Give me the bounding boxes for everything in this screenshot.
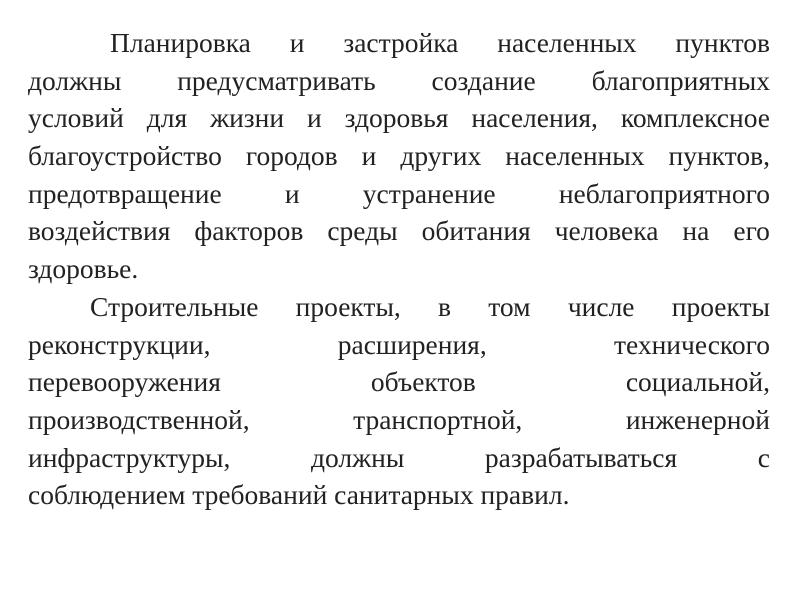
word: воздействия: [28, 215, 171, 247]
word: Планировка: [110, 27, 251, 58]
word: том: [488, 290, 531, 322]
text-body: [28, 24, 770, 514]
word: благоустройство: [28, 140, 222, 172]
word: и: [289, 27, 305, 58]
word: социальной,: [625, 366, 770, 398]
word: жизни: [210, 102, 285, 134]
word: на: [682, 215, 710, 247]
word: перевооружения: [28, 366, 221, 398]
paragraph: [28, 288, 770, 514]
word: транспортной,: [353, 403, 523, 435]
word: реконструкции,: [28, 328, 211, 360]
word: среды: [327, 215, 398, 247]
word: должны: [28, 64, 122, 96]
word: производственной,: [28, 403, 250, 435]
text-line: [28, 401, 770, 439]
word: и: [361, 140, 377, 172]
word: других: [400, 140, 482, 172]
word: технического: [613, 328, 770, 360]
text-line: [28, 24, 770, 62]
text-line: [28, 326, 770, 364]
word: с: [757, 441, 770, 473]
word: населения,: [471, 102, 598, 134]
word: проекты: [671, 290, 770, 322]
text-line: [28, 476, 770, 514]
word: его: [733, 215, 770, 247]
word: для: [146, 102, 188, 134]
word: соблюдением: [28, 479, 186, 511]
word: разрабатываться: [484, 441, 678, 473]
word: благоприятных: [591, 64, 770, 96]
word: человека: [554, 215, 659, 247]
word: факторов: [194, 215, 304, 247]
word: в: [438, 290, 452, 322]
word: условий: [28, 102, 124, 134]
text-line: [28, 288, 770, 326]
word: застройка: [343, 27, 459, 58]
word: требований: [192, 479, 328, 511]
text-line: [28, 62, 770, 100]
text-line: [28, 99, 770, 137]
word: городов: [245, 140, 338, 172]
word: обитания: [421, 215, 531, 247]
word: инфраструктуры,: [28, 441, 231, 473]
word: населенных: [497, 27, 637, 58]
word: здоровья: [344, 102, 449, 134]
word: комплексное: [620, 102, 770, 134]
word: пунктов: [675, 27, 770, 58]
word: правил.: [480, 479, 570, 511]
word: предотвращение: [28, 177, 222, 209]
word: населенных: [505, 140, 645, 172]
word: пунктов,: [668, 140, 770, 172]
word: предусматривать: [177, 64, 376, 96]
text-line: [28, 175, 770, 213]
word: и: [307, 102, 322, 134]
text-line: [28, 363, 770, 401]
word: объектов: [370, 366, 476, 398]
word: проекты,: [295, 290, 401, 322]
text-line: [28, 137, 770, 175]
word: расширения,: [337, 328, 487, 360]
word: и: [284, 177, 300, 209]
paragraph: [28, 24, 770, 288]
text-line: [28, 439, 770, 477]
word: должны: [311, 441, 405, 473]
word: устранение: [362, 177, 496, 209]
word: числе: [567, 290, 635, 322]
word: инженерной: [625, 403, 770, 435]
word: Строительные: [90, 290, 259, 322]
word: санитарных: [334, 479, 474, 511]
text-line: [28, 250, 770, 288]
text-line: [28, 212, 770, 250]
word: неблагоприятного: [558, 177, 770, 209]
word: здоровье.: [28, 253, 139, 285]
word: создание: [431, 64, 536, 96]
